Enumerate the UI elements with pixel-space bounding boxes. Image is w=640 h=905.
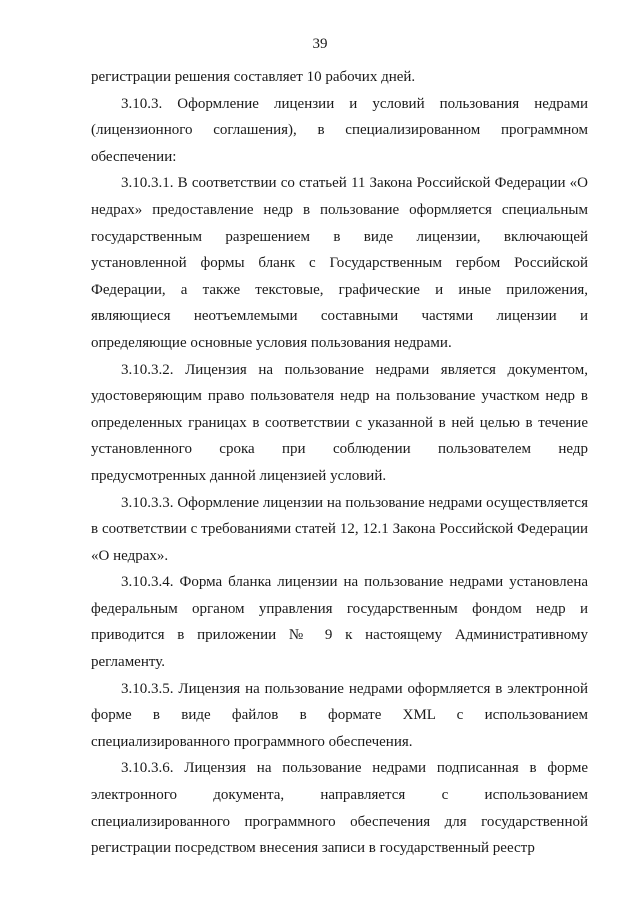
paragraph-3-10-3-2: 3.10.3.2. Лицензия на пользование недрами является документом, удостоверяющим право пользователя недр на пользование участком недр в определенных границах в соответствии с указанной в ней целью в течение установленного срока при соблюдении пользователем недр предусмотренных данной лицензией условий. <box>91 361 588 484</box>
paragraph-3-10-3-1: 3.10.3.1. В соответствии со статьей 11 Закона Российской Федерации «О недрах» предоставление недр в пользование оформляется специальным государственным разрешением в виде лицензии, включающей установленной формы бланк с Государственным гербом Российской Федерации, а также текстовые, графические и иные приложения, являющиеся неотъемлемыми составными частями лицензии и определяющие основные условия пользования недрами. <box>91 175 588 351</box>
paragraph-continuation: регистрации решения составляет 10 рабочих дней. <box>91 69 416 85</box>
paragraph-3-10-3-5: 3.10.3.5. Лицензия на пользование недрами оформляется в электронной форме в виде файлов в формате XML с использованием специализированного программного обеспечения. <box>91 680 588 750</box>
paragraph-3-10-3-6: 3.10.3.6. Лицензия на пользование недрами подписанная в форме электронного документа, направляется с использованием специализированного программного обеспечения для государственной регистрации посредством внесения записи в государственный реестр <box>91 760 588 857</box>
paragraph-3-10-3-4: 3.10.3.4. Форма бланка лицензии на пользование недрами установлена федеральным органом управления государственным фондом недр и приводится в приложении № 9 к настоящему Административному регламенту. <box>91 574 588 671</box>
paragraph-3-10-3-3: 3.10.3.3. Оформление лицензии на пользование недрами осуществляется в соответствии с требованиями статей 12, 12.1 Закона Российской Федерации «О недрах». <box>91 494 588 564</box>
document-body <box>91 64 588 862</box>
page-number: 39 <box>312 36 328 52</box>
paragraph-3-10-3: 3.10.3. Оформление лицензии и условий пользования недрами (лицензионного соглашения), в специализированном программном обеспечении: <box>91 95 588 165</box>
